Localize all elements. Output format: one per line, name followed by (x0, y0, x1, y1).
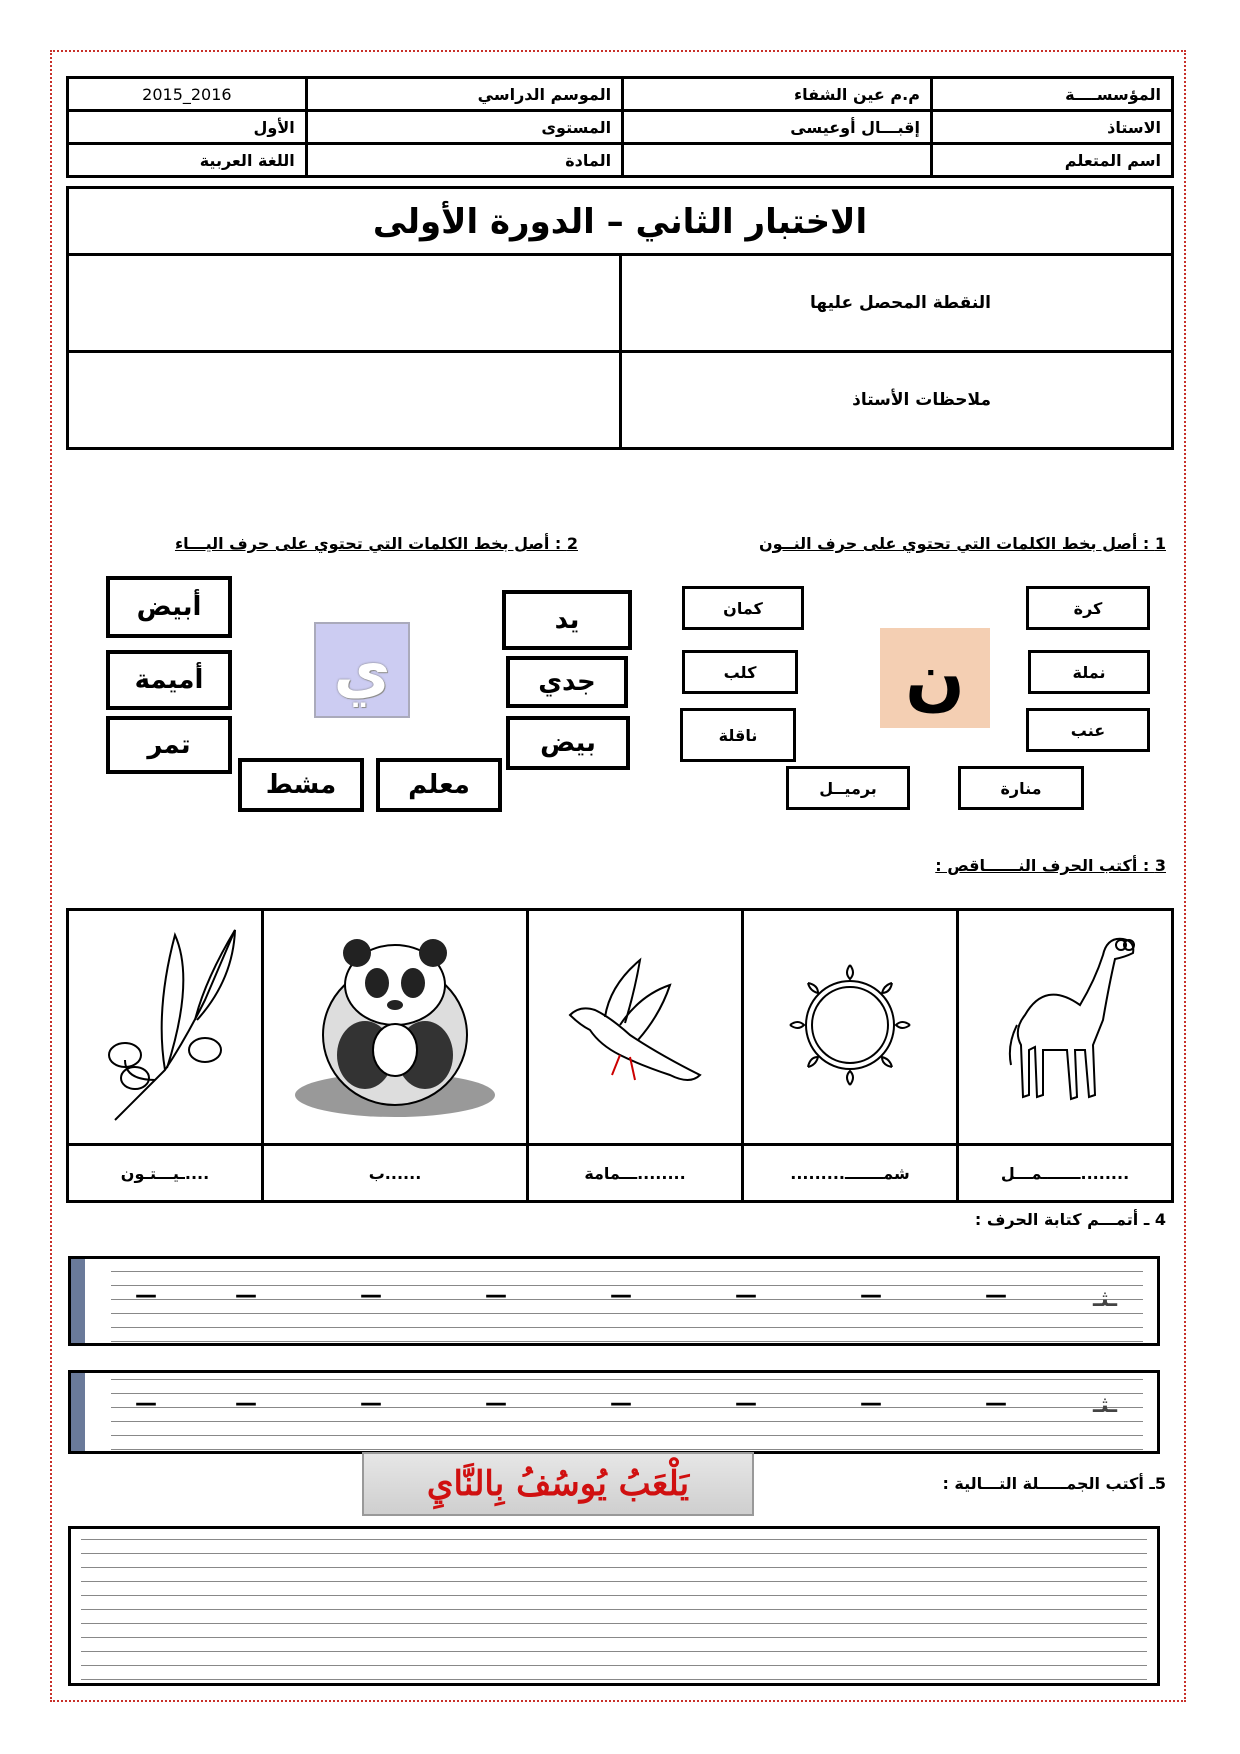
olive-branch-icon (85, 920, 245, 1130)
letter-noon: ن (880, 628, 990, 728)
writing-row-edge (71, 1259, 85, 1343)
caption-cell[interactable]: ....ـيـــتـون (68, 1145, 263, 1202)
year-label: الموسم الدراسي (306, 78, 622, 111)
model-sentence: يَلْعَبُ يُوسُفُ بِالنَّايِ (362, 1452, 754, 1516)
exam-title-box (66, 186, 1174, 256)
score-table (66, 253, 1174, 450)
model-letter: ـثـ (1092, 1287, 1117, 1312)
picture-cell (263, 910, 528, 1145)
exam-title: الاختبار الثاني – الدورة الأولى (372, 202, 868, 242)
writing-row-1[interactable] (68, 1256, 1160, 1346)
word-box[interactable]: كمان (682, 586, 804, 630)
dash-mark: — (735, 1391, 757, 1416)
picture-cell (68, 910, 263, 1145)
camel-icon (985, 925, 1145, 1125)
exercise1-title: 1 : أصل بخط الكلمات التي تحتوي على حرف النــون (758, 534, 1166, 553)
dash-mark: — (610, 1391, 632, 1416)
caption-cell[interactable]: ........ـــــــمـــل (958, 1145, 1173, 1202)
dash-mark: — (485, 1391, 507, 1416)
school-value: م.م عين الشفاء (623, 78, 932, 111)
dash-mark: — (360, 1391, 382, 1416)
dash-mark: — (860, 1283, 882, 1308)
subject-value: اللغة العربية (68, 144, 307, 177)
sentence-writing-area[interactable] (68, 1526, 1160, 1686)
caption-cell[interactable]: شمـــــــ......... (743, 1145, 958, 1202)
dash-mark: — (135, 1283, 157, 1308)
subject-label: المادة (306, 144, 622, 177)
dash-mark: — (485, 1283, 507, 1308)
notes-label: ملاحظات الأستاذ (620, 352, 1173, 449)
word-box[interactable]: تمر (106, 716, 232, 774)
dash-mark: — (985, 1391, 1007, 1416)
picture-cell (743, 910, 958, 1145)
word-box[interactable]: أبيض (106, 576, 232, 638)
word-box[interactable]: كلب (682, 650, 798, 694)
school-label: المؤسســــة (931, 78, 1172, 111)
dash-mark: — (360, 1283, 382, 1308)
level-label: المستوى (306, 111, 622, 144)
notes-field[interactable] (68, 352, 621, 449)
exercise4-title: 4 ـ أتمـــم كتابة الحرف : (974, 1210, 1166, 1229)
student-name-field[interactable] (623, 144, 932, 177)
grade-label: النقطة المحصل عليها (620, 255, 1173, 352)
teacher-label: الاستاذ (931, 111, 1172, 144)
letter-yaa: ي (314, 622, 410, 718)
model-letter: ـثـ (1092, 1393, 1117, 1418)
word-box[interactable]: بيض (506, 716, 630, 770)
exercise5-title: 5ـ أكتب الجمـــــلة التـــالية : (942, 1474, 1166, 1493)
writing-row-edge (71, 1373, 85, 1451)
word-box[interactable]: معلم (376, 758, 502, 812)
dash-mark: — (985, 1283, 1007, 1308)
dash-mark: — (135, 1391, 157, 1416)
teacher-value: إقبـــال أوعيسى (623, 111, 932, 144)
dash-mark: — (735, 1283, 757, 1308)
level-value: الأول (68, 111, 307, 144)
picture-cell (528, 910, 743, 1145)
writing-row-2[interactable] (68, 1370, 1160, 1454)
caption-cell[interactable]: ......ب (263, 1145, 528, 1202)
word-box[interactable]: عنب (1026, 708, 1150, 752)
exercise3-title: 3 : أكتب الحرف النــــــاقص : (935, 856, 1166, 875)
panda-icon (285, 925, 505, 1125)
grade-field[interactable] (68, 255, 621, 352)
word-box[interactable]: منارة (958, 766, 1084, 810)
writing-lines (81, 1539, 1147, 1679)
word-box[interactable]: يد (502, 590, 632, 650)
dove-icon (550, 945, 720, 1105)
dash-mark: — (610, 1283, 632, 1308)
exercise2-title: 2 : أصل بخط الكلمات التي تحتوي على حرف اليـــاء (174, 534, 578, 553)
word-box[interactable]: كرة (1026, 586, 1150, 630)
caption-cell[interactable]: ........ـــمامة (528, 1145, 743, 1202)
picture-cell (958, 910, 1173, 1145)
word-box[interactable]: نملة (1028, 650, 1150, 694)
word-box[interactable]: برميــل (786, 766, 910, 810)
word-box[interactable]: ناقلة (680, 708, 796, 762)
word-box[interactable]: مشط (238, 758, 364, 812)
word-box[interactable]: أميمة (106, 650, 232, 710)
student-label: اسم المتعلم (931, 144, 1172, 177)
year-value: 2016_2015 (68, 78, 307, 111)
dash-mark: — (235, 1283, 257, 1308)
word-box[interactable]: جدي (506, 656, 628, 708)
pictures-table (66, 908, 1174, 1203)
dash-mark: — (860, 1391, 882, 1416)
dash-mark: — (235, 1391, 257, 1416)
header-info-table (66, 76, 1174, 178)
sun-icon (780, 955, 920, 1095)
